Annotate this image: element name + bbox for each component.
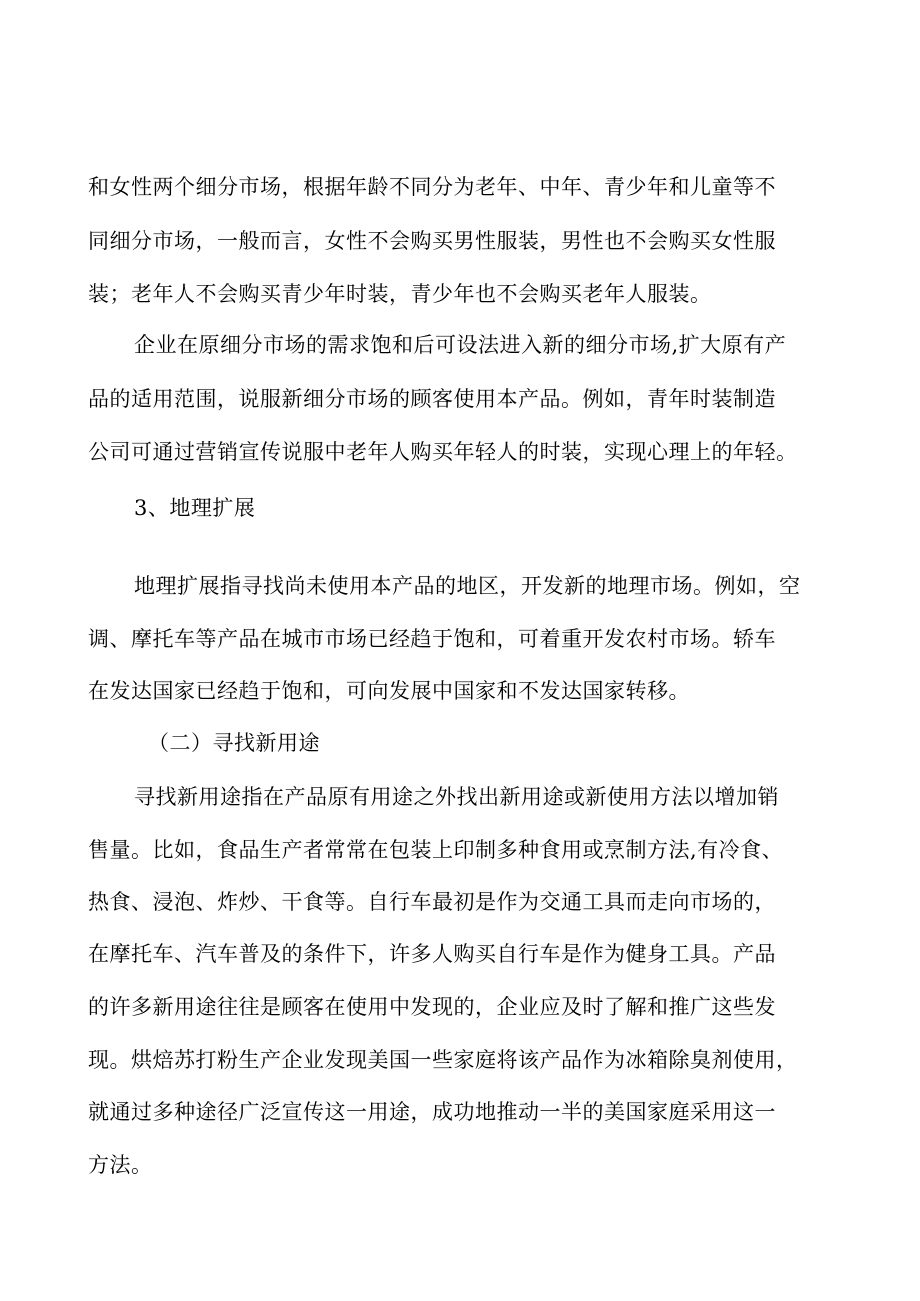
section-heading-find-new-uses: （二）寻找新用途 bbox=[148, 731, 320, 755]
text-line: 装；老年人不会购买青少年时装，青少年也不会购买老年人服装。 bbox=[88, 282, 712, 306]
text-line: 就通过多种途径广泛宣传这一用途，成功地推动一半的美国家庭采用这一 bbox=[88, 1100, 776, 1124]
text-line: 热食、浸泡、炸炒、干食等。自行车最初是作为交通工具而走向市场的， bbox=[88, 890, 776, 914]
text-line: 同细分市场，一般而言，女性不会购买男性服装，男性也不会购买女性服 bbox=[88, 229, 776, 253]
text-line: 现。烘焙苏打粉生产企业发现美国一些家庭将该产品作为冰箱除臭剂使用， bbox=[88, 1048, 798, 1072]
text-line: 品的适用范围，说服新细分市场的顾客使用本产品。例如，青年时装制造 bbox=[88, 387, 776, 411]
text-line: 公司可通过营销宣传说服中老年人购买年轻人的时装，实现心理上的年轻。 bbox=[88, 440, 798, 464]
text-line: 售量。比如，食品生产者常常在包装上印制多种食用或烹制方法,有冷食、 bbox=[88, 838, 784, 862]
section-heading-geographic-expansion: 3、地理扩展 bbox=[134, 496, 256, 520]
text-line: 企业在原细分市场的需求饱和后可设法进入新的细分市场,扩大原有产 bbox=[134, 333, 787, 357]
text-line: 调、摩托车等产品在城市市场已经趋于饱和，可着重开发农村市场。轿车 bbox=[88, 627, 776, 651]
text-line: 寻找新用途指在产品原有用途之外找出新用途或新使用方法以增加销 bbox=[134, 785, 779, 809]
text-line: 和女性两个细分市场，根据年龄不同分为老年、中年、青少年和儿童等不 bbox=[88, 175, 776, 199]
text-line: 在发达国家已经趋于饱和，可向发展中国家和不发达国家转移。 bbox=[88, 679, 690, 703]
text-line: 方法。 bbox=[88, 1153, 153, 1177]
text-line: 在摩托车、汽车普及的条件下，许多人购买自行车是作为健身工具。产品 bbox=[88, 942, 776, 966]
text-line: 的许多新用途往往是顾客在使用中发现的，企业应及时了解和推广这些发 bbox=[88, 995, 776, 1019]
text-line: 地理扩展指寻找尚未使用本产品的地区，开发新的地理市场。例如，空 bbox=[134, 574, 801, 598]
